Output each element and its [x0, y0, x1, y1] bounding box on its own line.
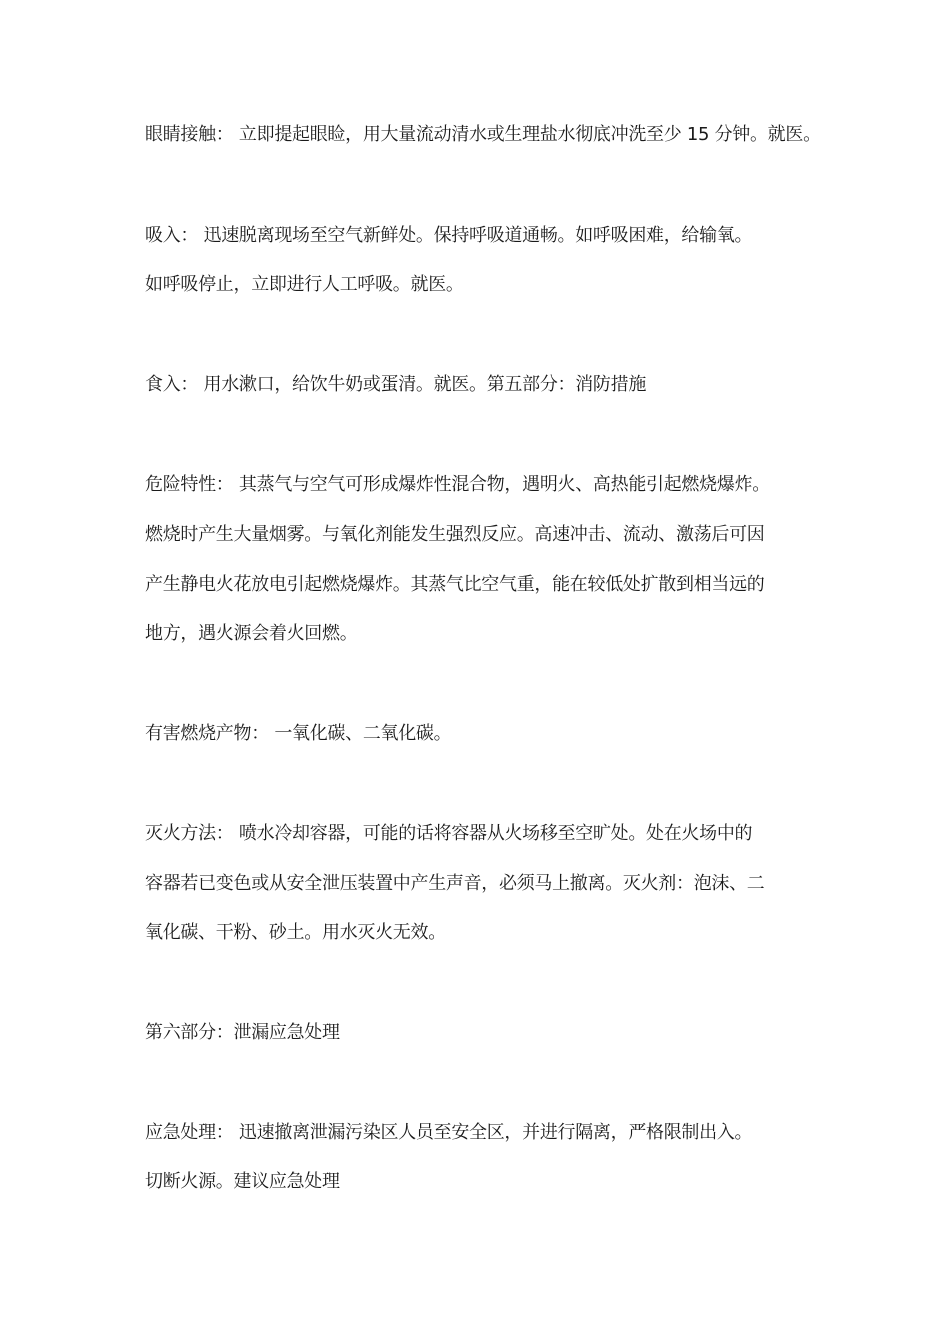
extinguishing-line-1: 灭火方法： 喷水冷却容器，可能的话将容器从火场移至空旷处。处在火场中的 — [145, 823, 753, 844]
hazard-line-3: 产生静电火花放电引起燃烧爆炸。其蒸气比空气重，能在较低处扩散到相当远的 — [145, 574, 765, 595]
emergency-line-2: 切断火源。建议应急处理 — [145, 1171, 340, 1192]
eye-contact-line-1: 眼睛接触： 立即提起眼睑，用大量流动清水或生理盐水彻底冲洗至少 15 分钟。就医。 — [145, 124, 821, 145]
emergency-line-1: 应急处理： 迅速撤离泄漏污染区人员至安全区，并进行隔离，严格限制出入。 — [145, 1122, 753, 1143]
hazard-line-4: 地方，遇火源会着火回燃。 — [145, 623, 358, 644]
extinguishing-line-2: 容器若已变色或从安全泄压装置中产生声音，必须马上撤离。灭火剂：泡沫、二 — [145, 873, 765, 894]
ingestion-line-1: 食入： 用水漱口，给饮牛奶或蛋清。就医。第五部分：消防措施 — [145, 374, 647, 395]
section-six-heading: 第六部分：泄漏应急处理 — [145, 1022, 340, 1043]
hazard-line-2: 燃烧时产生大量烟雾。与氧化剂能发生强烈反应。高速冲击、流动、激荡后可因 — [145, 524, 765, 545]
inhalation-line-2: 如呼吸停止，立即进行人工呼吸。就医。 — [145, 274, 464, 295]
extinguishing-line-3: 氧化碳、干粉、砂土。用水灭火无效。 — [145, 922, 446, 943]
hazard-line-1: 危险特性： 其蒸气与空气可形成爆炸性混合物，遇明火、高热能引起燃烧爆炸。 — [145, 474, 770, 495]
combustion-products-line-1: 有害燃烧产物： 一氧化碳、二氧化碳。 — [145, 723, 452, 744]
inhalation-line-1: 吸入： 迅速脱离现场至空气新鲜处。保持呼吸道通畅。如呼吸困难，给输氧。 — [145, 225, 753, 246]
